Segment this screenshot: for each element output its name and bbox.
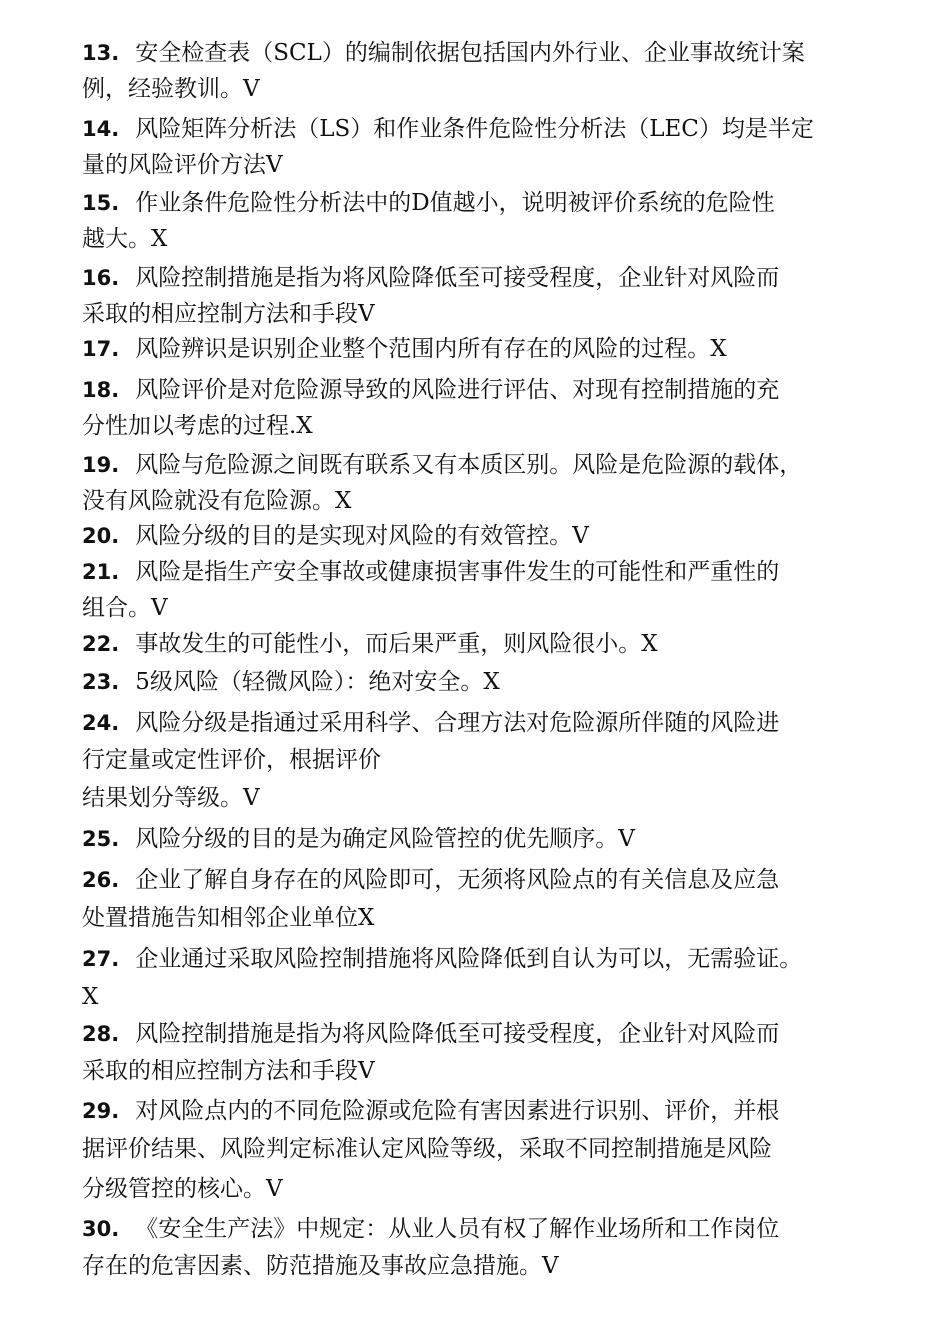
question-text: 安全检查表（SCL）的编制依据包括国内外行业、企业事故统计案: [135, 40, 805, 66]
question-line: [82, 1096, 779, 1126]
question-text: 风险是指生产安全事故或健康损害事件发生的可能性和严重性的: [135, 559, 780, 585]
question-line: [82, 334, 727, 364]
question-text: 企业了解自身存在的风险即可，无须将风险点的有关信息及应急: [135, 867, 780, 893]
question-text: X: [82, 984, 99, 1010]
question-text: 企业通过采取风险控制措施将风险降低到自认为可以，无需验证。: [135, 946, 803, 972]
question-line: [82, 114, 814, 144]
question-text: 越大。X: [82, 226, 168, 252]
question-text: 行定量或定性评价，根据评价: [82, 747, 381, 773]
question-number: 29.: [82, 1099, 120, 1123]
question-line: [82, 188, 775, 218]
question-number: 15.: [82, 191, 120, 215]
question-text: 组合。V: [82, 595, 168, 621]
question-text: 采取的相应控制方法和手段V: [82, 1058, 375, 1084]
question-text: 分级管控的核心。V: [82, 1176, 283, 1202]
question-text: 处置措施告知相邻企业单位X: [82, 905, 375, 931]
question-text: 量的风险评价方法V: [82, 152, 283, 178]
question-number: 28.: [82, 1022, 120, 1046]
question-line: [82, 824, 635, 854]
question-line: [82, 557, 779, 587]
question-text: 分性加以考虑的过程.X: [82, 413, 313, 439]
question-text: 风险分级是指通过采用科学、合理方法对危险源所伴随的风险进: [135, 710, 780, 736]
question-text: 存在的危害因素、防范措施及事故应急措施。V: [82, 1253, 559, 1279]
question-line: [82, 1214, 779, 1244]
question-number: 14.: [82, 117, 120, 141]
question-number: 21.: [82, 560, 120, 584]
question-line: [82, 521, 589, 551]
question-text: 结果划分等级。V: [82, 785, 260, 811]
question-text: 风险辨识是识别企业整个范围内所有存在的风险的过程。X: [135, 336, 727, 362]
question-text: 作业条件危险性分析法中的D值越小，说明被评价系统的危险性: [135, 190, 775, 216]
question-text: 没有风险就没有危险源。X: [82, 488, 352, 514]
question-line: [82, 944, 802, 974]
question-text: 5级风险（轻微风险）：绝对安全。X: [135, 669, 500, 695]
question-number: 23.: [82, 670, 120, 694]
question-number: 30.: [82, 1217, 120, 1241]
question-text: 风险分级的目的是为确定风险管控的优先顺序。V: [135, 826, 635, 852]
question-text: 《安全生产法》中规定：从业人员有权了解作业场所和工作岗位: [135, 1216, 780, 1242]
question-line: [82, 450, 802, 480]
question-number: 20.: [82, 524, 120, 548]
question-number: 24.: [82, 711, 120, 735]
question-line: [82, 865, 779, 895]
question-text: 风险控制措施是指为将风险降低至可接受程度，企业针对风险而: [135, 1021, 780, 1047]
question-line: [82, 667, 500, 697]
question-text: 采取的相应控制方法和手段V: [82, 301, 375, 327]
question-text: 风险与危险源之间既有联系又有本质区别。风险是危险源的载体，: [135, 452, 803, 478]
question-line: [82, 629, 658, 659]
question-line: [82, 1019, 779, 1049]
question-text: 风险分级的目的是实现对风险的有效管控。V: [135, 523, 589, 549]
question-line: [82, 38, 805, 68]
question-number: 25.: [82, 827, 120, 851]
question-number: 22.: [82, 632, 120, 656]
question-text: 风险评价是对危险源导致的风险进行评估、对现有控制措施的充: [135, 377, 780, 403]
question-number: 19.: [82, 453, 120, 477]
question-number: 18.: [82, 378, 120, 402]
question-text: 事故发生的可能性小，而后果严重，则风险很小。X: [135, 631, 658, 657]
question-line: [82, 263, 779, 293]
question-line: [82, 708, 779, 738]
question-number: 27.: [82, 947, 120, 971]
question-number: 13.: [82, 41, 120, 65]
question-number: 16.: [82, 266, 120, 290]
question-line: [82, 375, 779, 405]
question-text: 风险矩阵分析法（LS）和作业条件危险性分析法（LEC）均是半定: [135, 116, 814, 142]
question-text: 风险控制措施是指为将风险降低至可接受程度，企业针对风险而: [135, 265, 780, 291]
question-text: 例，经验教训。V: [82, 76, 260, 102]
question-number: 17.: [82, 337, 120, 361]
question-text: 据评价结果、风险判定标准认定风险等级，采取不同控制措施是风险: [82, 1136, 772, 1162]
question-number: 26.: [82, 868, 120, 892]
question-text: 对风险点内的不同危险源或危险有害因素进行识别、评价，并根: [135, 1098, 780, 1124]
